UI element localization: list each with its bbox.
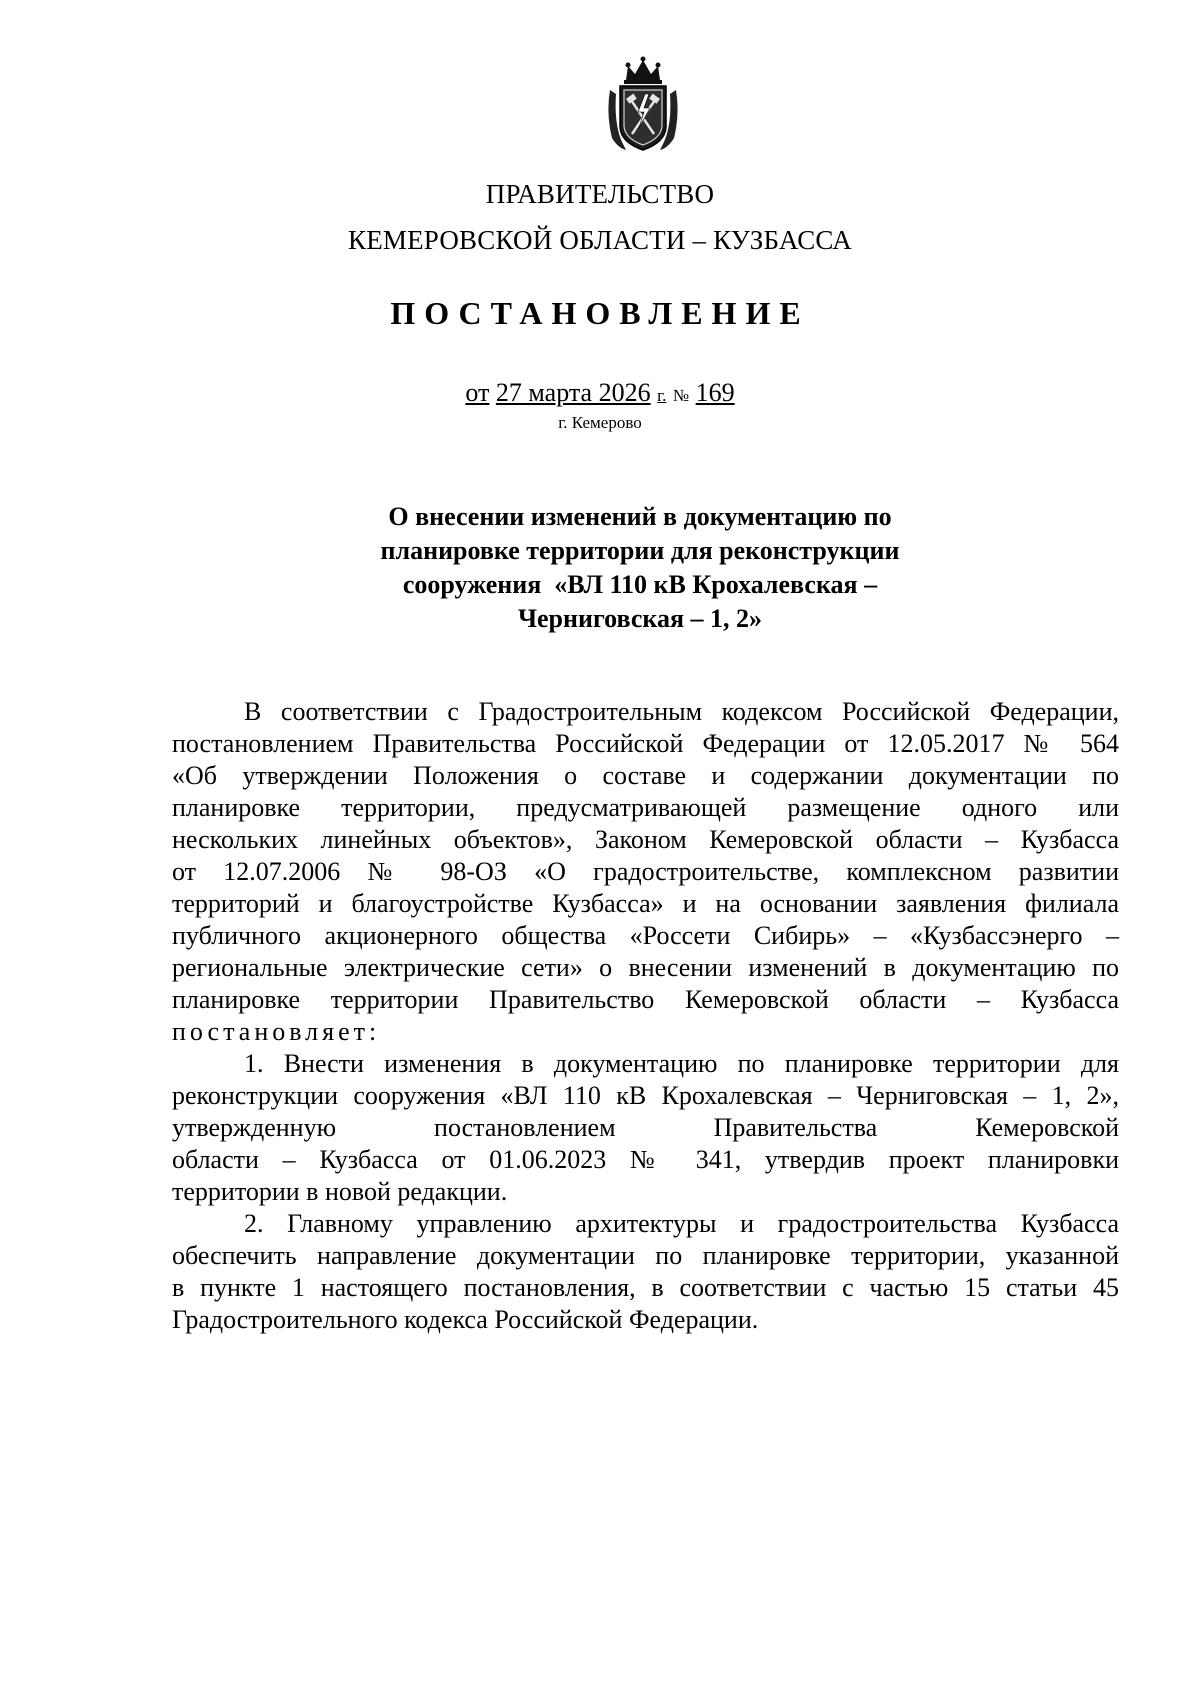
body-line: реконструкции сооружения «ВЛ 110 кВ Крохалевская – Черниговская – 1, 2», — [172, 1081, 1119, 1110]
document-title — [340, 500, 940, 636]
body-line: от 12.07.2006 № 98-ОЗ «О градостроительстве, комплексном развитии — [172, 857, 1119, 886]
body-line: нескольких линейных объектов», Законом Кемеровской области – Кузбасса — [172, 825, 1119, 854]
title-line: О внесении изменений в документацию по — [388, 502, 892, 531]
resolves-word: постановляет: — [172, 1017, 381, 1046]
body-line: публичного акционерного общества «Россети Сибирь» – «Кузбассэнерго – — [172, 921, 1119, 950]
body-line: территории в новой редакции. — [172, 1177, 508, 1206]
document-number: 169 — [695, 378, 735, 407]
title-line: планировке территории для реконструкции — [380, 536, 900, 565]
body-line: постановлением Правительства Российской Федерации от 12.05.2017 № 564 — [172, 729, 1119, 758]
document-date: 27 марта 2026 — [495, 378, 651, 407]
body-line: утвержденную постановлением Правительства Кемеровской — [172, 1113, 1119, 1142]
body-line: В соответствии с Градостроительным кодексом Российской Федерации, — [244, 697, 1119, 726]
body-line: «Об утверждении Положения о составе и содержании документации по — [172, 761, 1119, 790]
document-type: ПОСТАНОВЛЕНИЕ — [390, 295, 810, 331]
org-name-line1: ПРАВИТЕЛЬСТВО — [485, 179, 715, 209]
title-line: Черниговская – 1, 2» — [517, 604, 763, 633]
document-body — [172, 696, 1119, 1336]
city-name: г. Кемерово — [558, 413, 642, 432]
body-line: 1. Внести изменения в документацию по планировке территории для — [244, 1049, 1119, 1078]
body-line: области – Кузбасса от 01.06.2023 № 341, утвердив проект планировки — [172, 1145, 1119, 1174]
date-prefix: от — [465, 378, 490, 407]
body-line: территорий и благоустройстве Кузбасса» и на основании заявления филиала — [172, 889, 1119, 918]
body-line: планировке территории Правительство Кемеровской области – Кузбасса — [172, 985, 1119, 1014]
body-line: 2. Главному управлению архитектуры и градостроительства Кузбасса — [244, 1209, 1119, 1238]
body-line: региональные электрические сети» о внесении изменений в документацию по — [172, 953, 1119, 982]
coat-of-arms-icon — [604, 54, 682, 154]
title-line: сооружения «ВЛ 110 кВ Крохалевская – — [402, 570, 878, 599]
org-name-line2: КЕМЕРОВСКОЙ ОБЛАСТИ – КУЗБАССА — [348, 225, 852, 255]
number-sign: № — [672, 386, 690, 405]
body-line: Градостроительного кодекса Российской Федерации. — [172, 1305, 759, 1334]
body-line: планировке территории, предусматривающей размещение одного или — [172, 793, 1119, 822]
date-number-line — [0, 380, 1200, 406]
body-line: обеспечить направление документации по планировке территории, указанной — [172, 1241, 1119, 1270]
body-line: в пункте 1 настоящего постановления, в соответствии с частью 15 статьи 45 — [172, 1273, 1119, 1302]
year-suffix: г. — [657, 386, 667, 405]
